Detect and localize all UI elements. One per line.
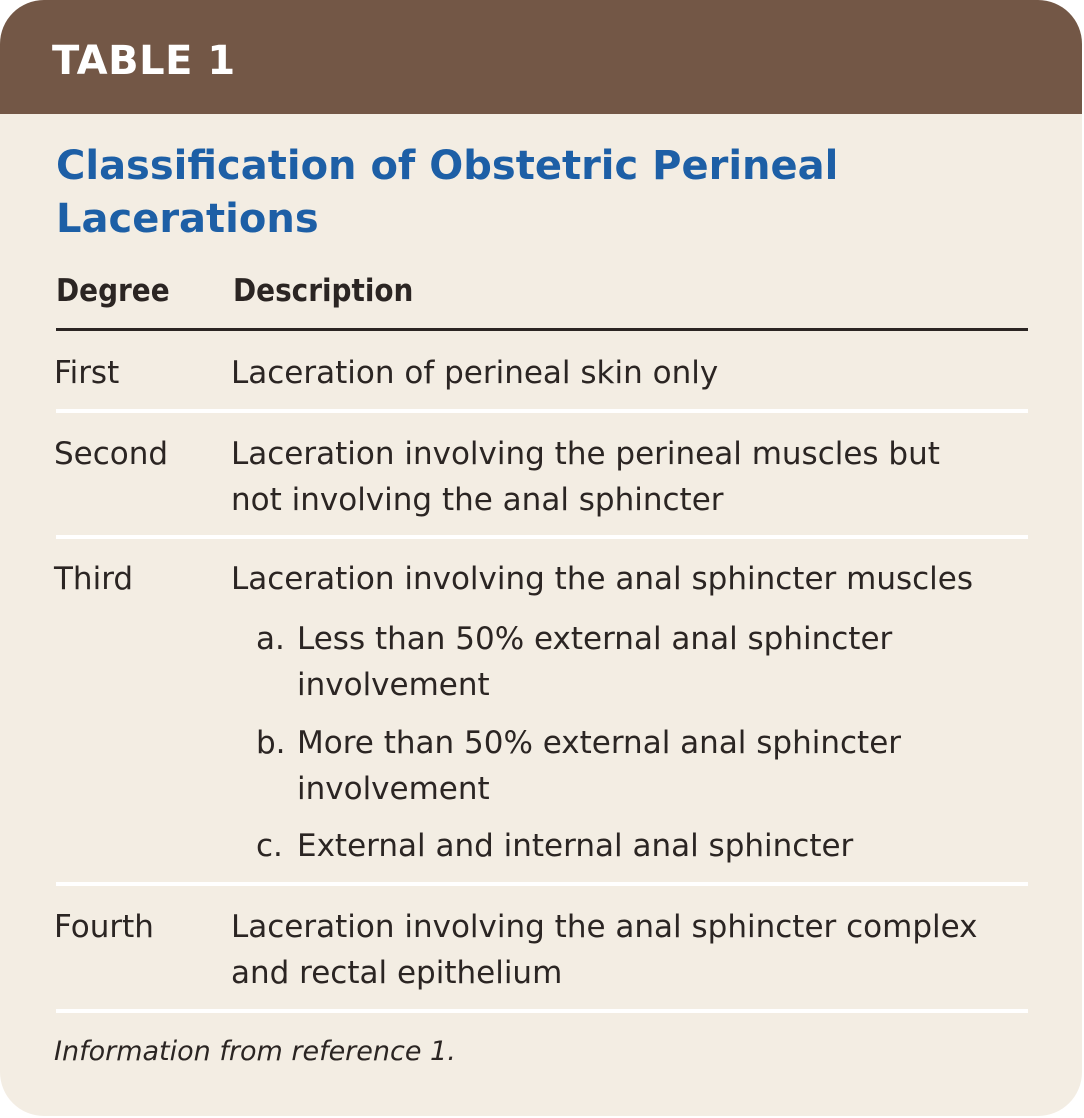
header-divider [56,328,1028,331]
description-line: not involving the anal sphincter [231,482,724,518]
row-first-degree: First [54,355,120,391]
subitem-marker: a. [256,621,285,657]
row-third-description [231,556,1031,602]
subitem-line: Less than 50% external anal sphincter [297,621,893,657]
subitem-text [297,616,997,708]
table-title-line-2: Lacerations [56,196,319,242]
subitem-line: More than 50% external anal sphincter [297,725,902,761]
row-divider [56,1009,1028,1013]
table-header-bar [0,0,1082,114]
subitem-text [297,720,997,812]
subitem-line: involvement [297,667,490,703]
description-line: Laceration involving the anal sphincter muscles [231,561,974,597]
row-first-description [231,350,1031,396]
subitem-marker: b. [256,725,286,761]
subitem-line: External and internal anal sphincter [297,828,854,864]
row-second-degree: Second [54,436,169,472]
subitem-text [297,823,997,869]
subitem-marker: c. [256,828,283,864]
row-second-description [231,431,1031,523]
table-title-line-1: Classification of Obstetric Perineal [56,143,839,189]
row-divider [56,409,1028,413]
description-line: Laceration involving the perineal muscles but [231,436,940,472]
row-divider [56,882,1028,886]
subitem-line: involvement [297,771,490,807]
column-header-description: Description [233,273,414,309]
description-line: Laceration of perineal skin only [231,355,719,391]
row-divider [56,535,1028,539]
source-footnote: Information from reference 1. [54,1036,456,1067]
description-line: and rectal epithelium [231,955,563,991]
row-third-degree: Third [54,561,134,597]
column-header-degree: Degree [56,273,170,309]
table-number-label: TABLE 1 [52,38,236,84]
row-fourth-degree: Fourth [54,909,154,945]
description-line: Laceration involving the anal sphincter complex [231,909,978,945]
row-fourth-description [231,904,1031,996]
table-title [56,140,956,246]
